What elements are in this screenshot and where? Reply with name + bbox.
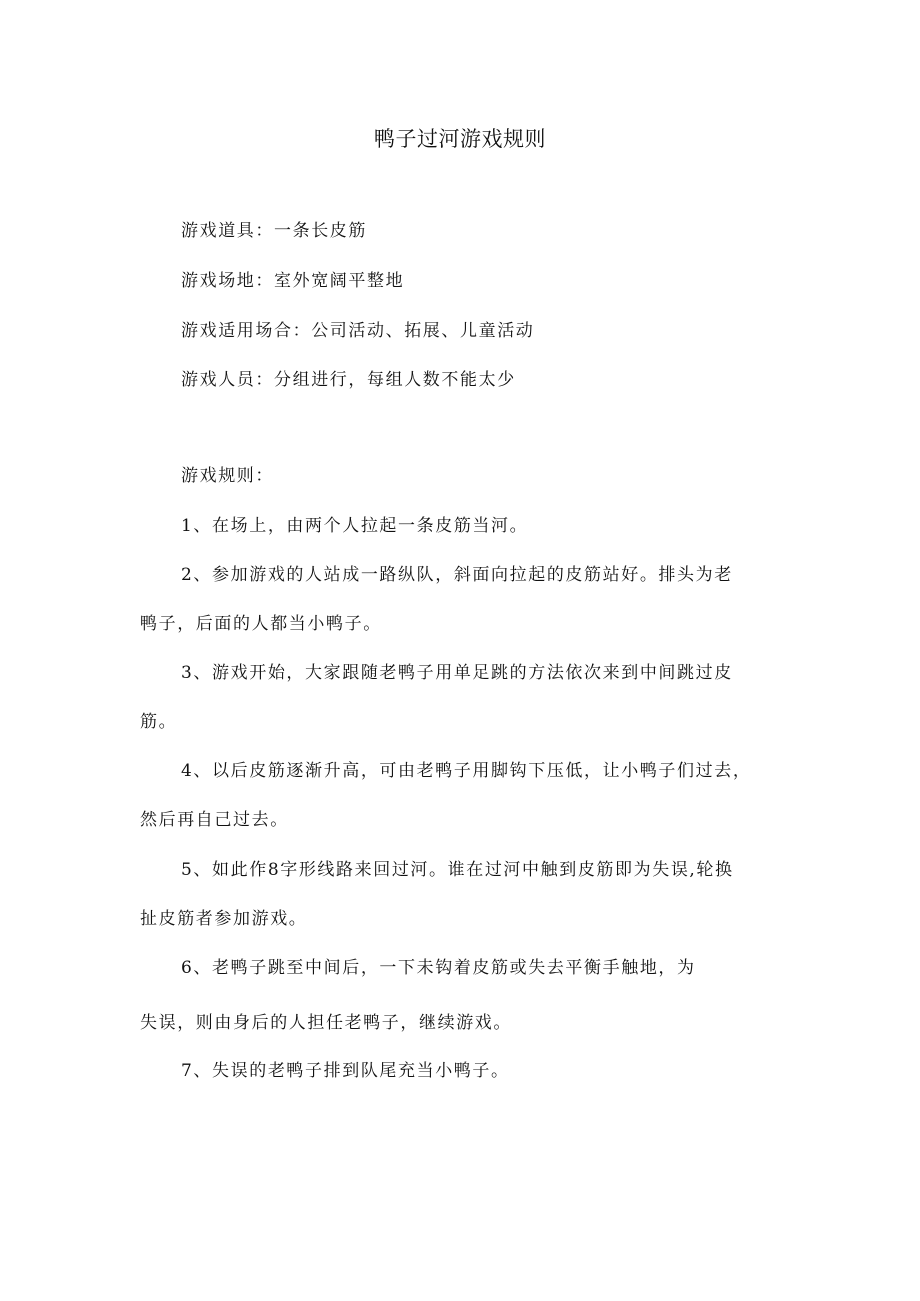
rule-3-line-2: 筋。 <box>140 712 178 732</box>
rule-6-line-2: 失误，则由身后的人担任老鸭子，继续游戏。 <box>140 1013 512 1033</box>
rule-5-line-2: 扯皮筋者参加游戏。 <box>140 909 308 929</box>
rule-6-line-1: 6、老鸭子跳至中间后，一下未钩着皮筋或失去平衡手触地，为 <box>181 958 696 978</box>
rules-heading: 游戏规则： <box>181 466 274 486</box>
rule-7-line-1: 7、失误的老鸭子排到队尾充当小鸭子。 <box>181 1061 510 1081</box>
rule-4-line-2: 然后再自己过去。 <box>140 810 289 830</box>
document-title: 鸭子过河游戏规则 <box>374 127 546 151</box>
info-occasion: 游戏适用场合：公司活动、拓展、儿童活动 <box>181 321 535 341</box>
rule-5-line-1: 5、如此作8字形线路来回过河。谁在过河中触到皮筋即为失误,轮换 <box>181 860 734 880</box>
info-players: 游戏人员：分组进行，每组人数不能太少 <box>181 370 516 390</box>
rule-2-line-2: 鸭子，后面的人都当小鸭子。 <box>140 614 382 634</box>
info-venue: 游戏场地：室外宽阔平整地 <box>181 271 405 291</box>
rule-4-line-1: 4、以后皮筋逐渐升高，可由老鸭子用脚钩下压低，让小鸭子们过去， <box>181 761 752 781</box>
rule-3-line-1: 3、游戏开始，大家跟随老鸭子用单足跳的方法依次来到中间跳过皮 <box>181 663 733 683</box>
rule-1-line-1: 1、在场上，由两个人拉起一条皮筋当河。 <box>181 516 529 536</box>
info-props: 游戏道具：一条长皮筋 <box>181 221 367 241</box>
rule-2-line-1: 2、参加游戏的人站成一路纵队，斜面向拉起的皮筋站好。排头为老 <box>181 565 733 585</box>
